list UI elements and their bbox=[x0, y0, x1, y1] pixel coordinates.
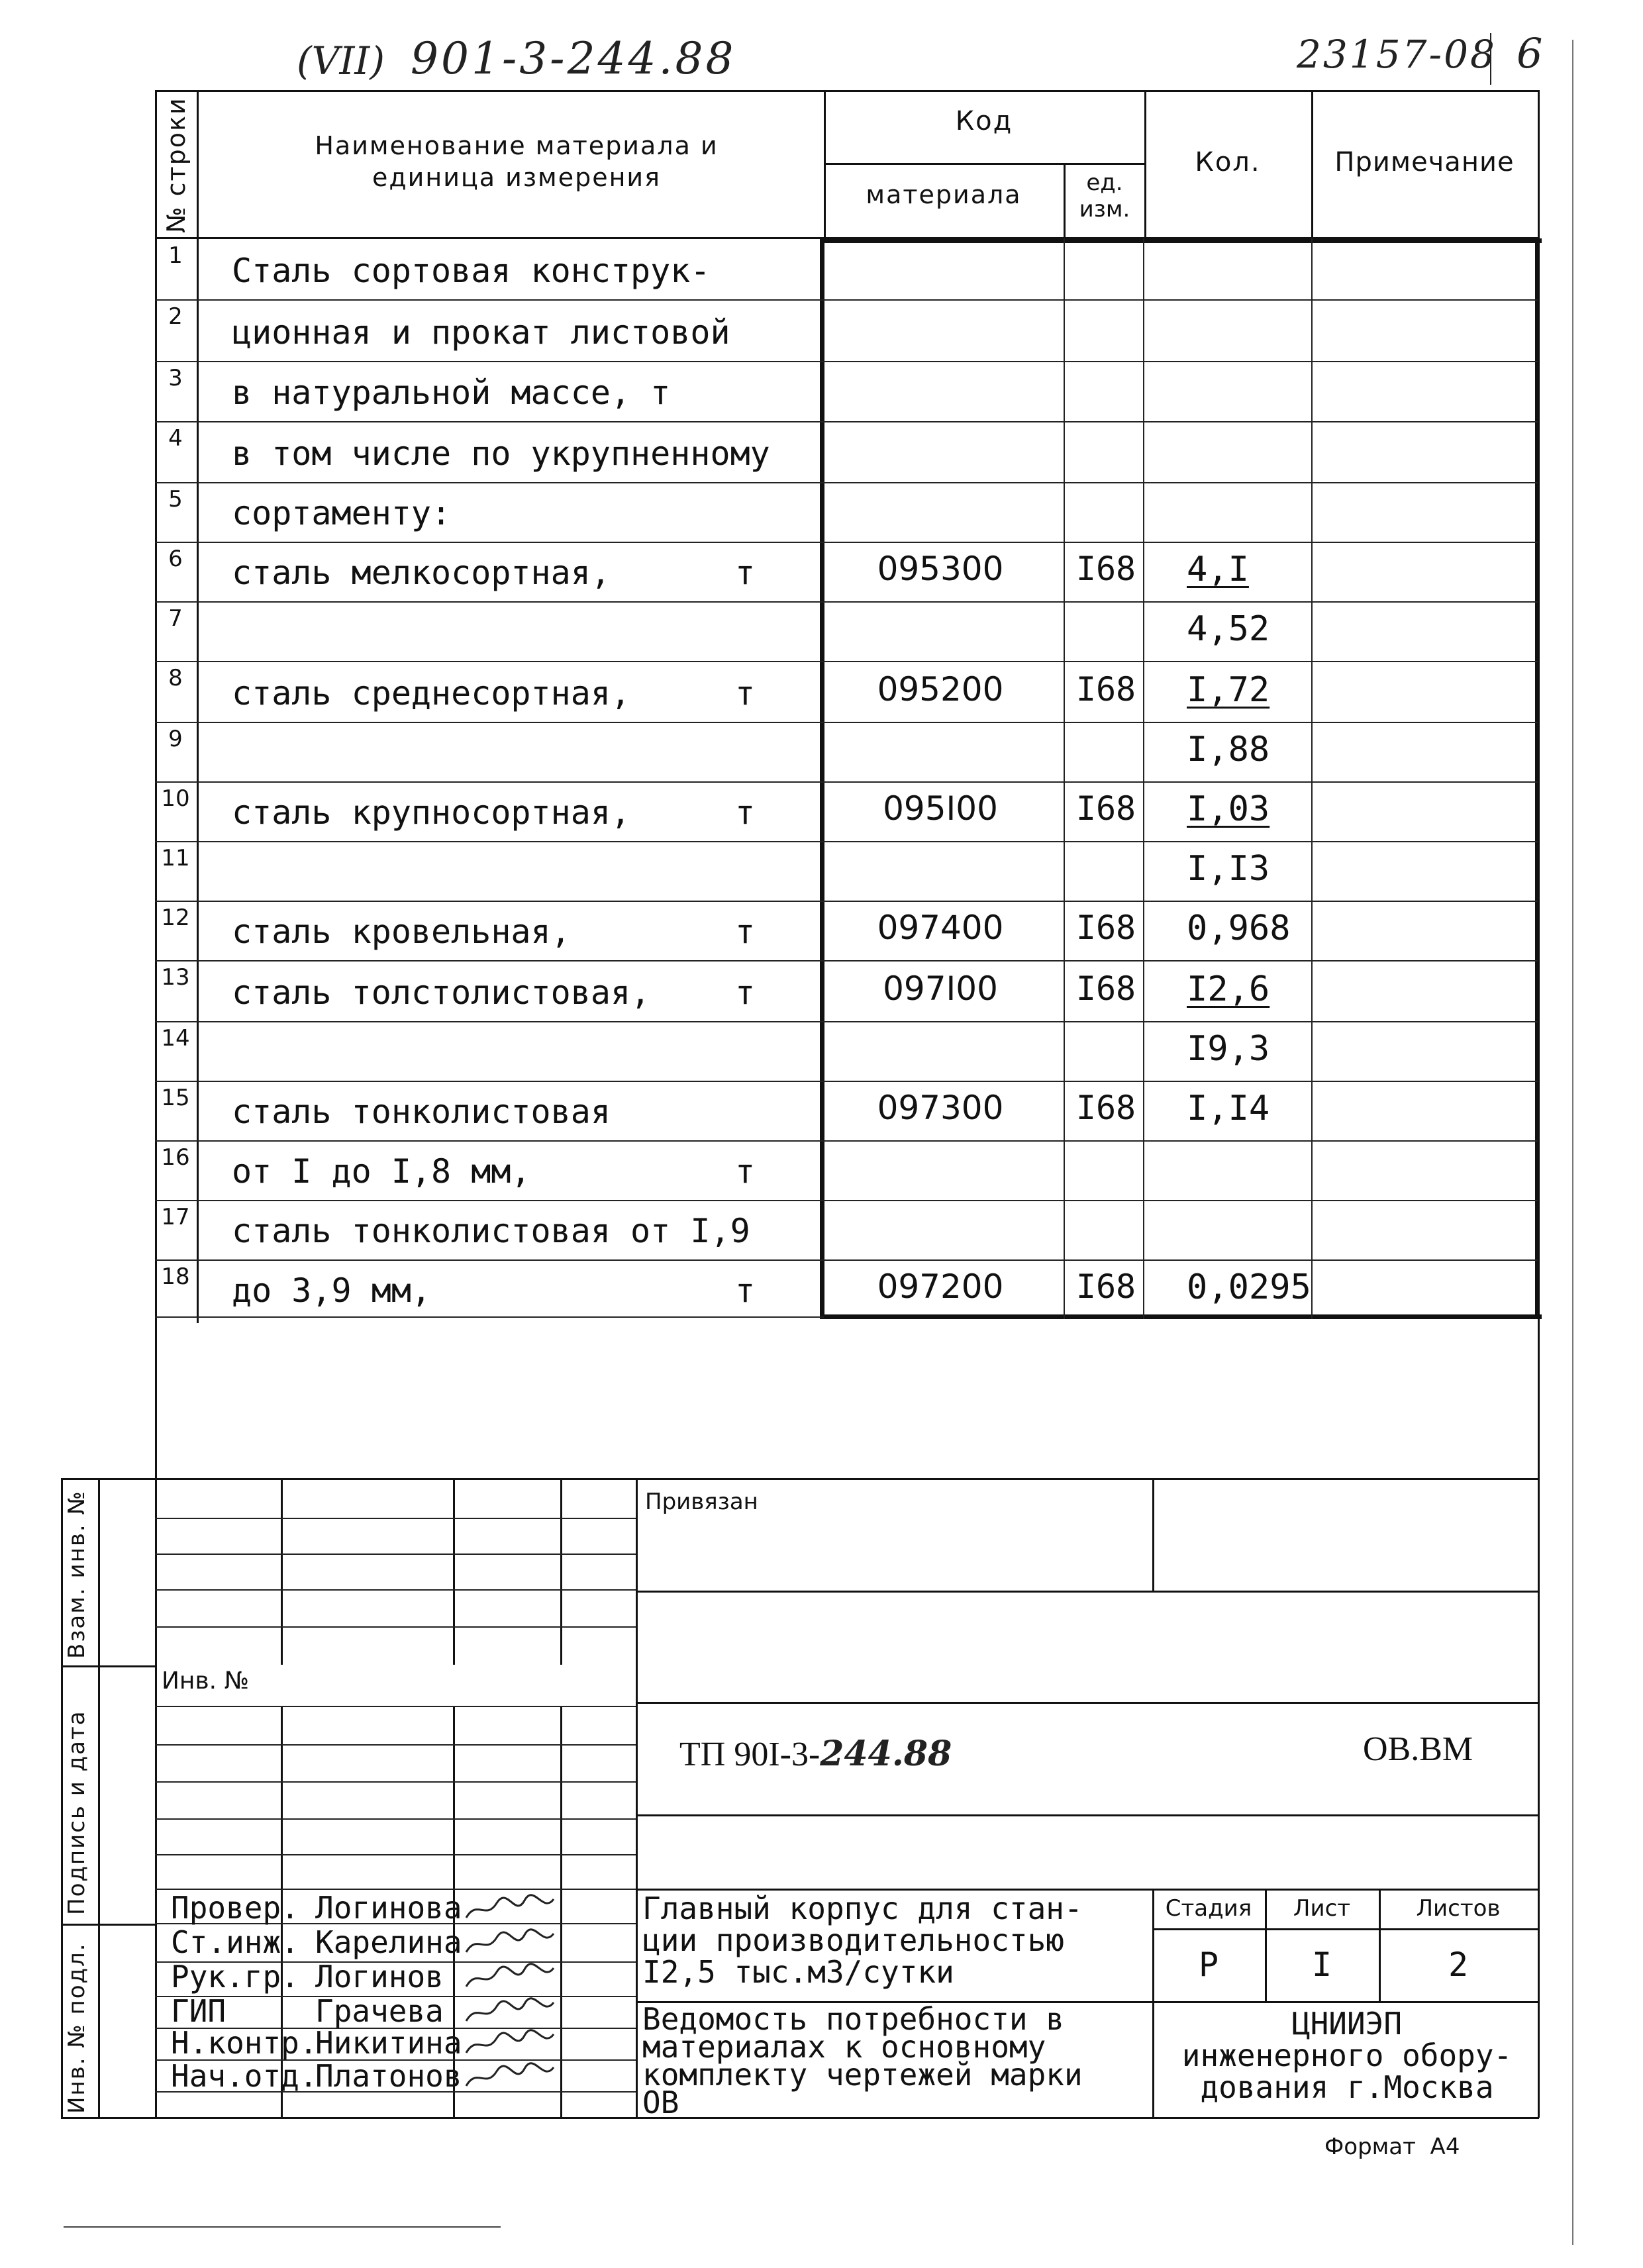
row-number: 8 bbox=[168, 665, 183, 691]
row-number: 1 bbox=[168, 242, 183, 269]
row-unit-code: I68 bbox=[1075, 789, 1136, 828]
row-unit: т bbox=[735, 793, 756, 832]
row-unit: т bbox=[735, 674, 756, 713]
row-unit: т bbox=[735, 554, 756, 592]
row-name: сортаменту: bbox=[232, 494, 452, 532]
stage-value: Р bbox=[1198, 1946, 1219, 1984]
col-material-header: материала bbox=[866, 180, 1022, 209]
row-quantity: 0,0295 bbox=[1187, 1267, 1311, 1307]
row-quantity: 0,968 bbox=[1187, 909, 1291, 948]
row-number: 12 bbox=[161, 905, 190, 931]
row-unit-code: I68 bbox=[1075, 1089, 1136, 1127]
signature-name: Логинов bbox=[315, 1959, 444, 1995]
signature-name: Логинова bbox=[315, 1890, 462, 1926]
row-number: 6 bbox=[168, 546, 183, 572]
row-unit-code: I68 bbox=[1075, 670, 1136, 709]
row-name: сталь среднесортная, bbox=[232, 674, 631, 713]
row-number: 14 bbox=[161, 1025, 190, 1052]
row-number: 15 bbox=[161, 1085, 190, 1111]
row-code: 095I00 bbox=[883, 789, 998, 828]
document-mark: ОВ.ВМ bbox=[1363, 1730, 1473, 1768]
series-prefix: (VII) bbox=[297, 38, 385, 83]
sheet-title: Ведомость потребности в материалах к основному комплекту чертежей марки ОВ bbox=[642, 2001, 1083, 2120]
label-replacement-inv: Взам. инв. № bbox=[64, 1490, 90, 1659]
row-name: от I до I,8 мм, bbox=[232, 1152, 531, 1191]
handwritten-signature bbox=[464, 2062, 556, 2096]
row-number: 7 bbox=[168, 605, 183, 632]
row-number: 18 bbox=[161, 1263, 190, 1290]
row-unit-code: I68 bbox=[1075, 1267, 1136, 1306]
row-number: 3 bbox=[168, 365, 183, 391]
row-quantity: I,88 bbox=[1187, 730, 1270, 769]
paper-format: Формат А4 bbox=[1324, 2134, 1460, 2160]
row-unit: т bbox=[735, 973, 756, 1012]
row-code: 097300 bbox=[877, 1089, 1004, 1127]
row-number: 16 bbox=[161, 1144, 190, 1171]
row-quantity: I,72 bbox=[1187, 670, 1270, 710]
row-code: 095300 bbox=[877, 550, 1004, 588]
signature-role: Н.контр. bbox=[171, 2025, 318, 2061]
row-code: 097400 bbox=[877, 909, 1004, 947]
row-code: 095200 bbox=[877, 670, 1004, 709]
row-name: сталь крупносортная, bbox=[232, 793, 631, 832]
signature-name: Никитина bbox=[315, 2025, 462, 2061]
col-name-header: Наименование материала и единица измерения bbox=[315, 131, 719, 192]
row-name: до 3,9 мм, bbox=[232, 1271, 432, 1310]
handwritten-signature bbox=[464, 1997, 556, 2032]
col-qty-header: Кол. bbox=[1195, 147, 1261, 177]
row-name: сталь толстолистовая, bbox=[232, 973, 651, 1012]
row-name: сталь тонколистовая bbox=[232, 1093, 611, 1131]
row-quantity: 4,52 bbox=[1187, 609, 1270, 649]
inventory-number: 23157-08 bbox=[1297, 32, 1497, 77]
row-name: сталь мелкосортная, bbox=[232, 554, 611, 592]
row-unit-code: I68 bbox=[1075, 969, 1136, 1008]
handwritten-signature bbox=[464, 2029, 556, 2063]
bound-label: Привязан bbox=[645, 1489, 758, 1515]
row-number: 13 bbox=[161, 964, 190, 991]
sheet-label: Лист bbox=[1293, 1895, 1351, 1922]
handwritten-signature bbox=[464, 1963, 556, 1997]
signature-role: Ст.инж. bbox=[171, 1924, 299, 1960]
organization: ЦНИИЭП инженерного обору- дования г.Москва bbox=[1181, 2006, 1513, 2105]
signature-name: Грачева bbox=[315, 1993, 444, 2029]
object-title: Главный корпус для стан- ции производительностью I2,5 тыс.м3/сутки bbox=[642, 1891, 1083, 1990]
col-code-header: Код bbox=[955, 106, 1013, 136]
row-unit: т bbox=[735, 1271, 756, 1310]
row-unit: т bbox=[735, 912, 756, 951]
handwritten-signature bbox=[464, 1894, 556, 1928]
row-unit-code: I68 bbox=[1075, 550, 1136, 588]
row-number: 4 bbox=[168, 425, 183, 452]
row-name: сталь кровельная, bbox=[232, 912, 571, 951]
signature-name: Карелина bbox=[315, 1924, 462, 1960]
row-name: сталь тонколистовая от I,9 bbox=[232, 1212, 750, 1250]
signature-role: Провер. bbox=[171, 1890, 299, 1926]
row-quantity: 4,I bbox=[1187, 550, 1249, 589]
row-number: 9 bbox=[168, 726, 183, 752]
row-name: в натуральной массе, т bbox=[232, 373, 671, 412]
signature-role: ГИП bbox=[171, 1993, 226, 2029]
row-quantity: I9,3 bbox=[1187, 1029, 1270, 1069]
col-note-header: Примечание bbox=[1334, 147, 1515, 177]
sheets-label: Листов bbox=[1416, 1895, 1501, 1922]
col-row-no-header: № строки bbox=[162, 97, 191, 233]
row-name: в том числе по укрупненному bbox=[232, 434, 770, 473]
row-quantity: I,I3 bbox=[1187, 849, 1270, 889]
row-quantity: I,03 bbox=[1187, 789, 1270, 829]
series-number: 901-3-244.88 bbox=[411, 33, 736, 84]
document-code: ТП 90I-3-244.88 bbox=[679, 1734, 952, 1774]
row-number: 5 bbox=[168, 486, 183, 513]
handwritten-signature bbox=[464, 1928, 556, 1963]
row-quantity: I2,6 bbox=[1187, 969, 1270, 1009]
stage-label: Стадия bbox=[1165, 1895, 1252, 1922]
inv-no-label: Инв. № bbox=[162, 1667, 250, 1695]
signature-name: Платонов bbox=[315, 2058, 462, 2094]
signature-role: Нач.отд. bbox=[171, 2058, 318, 2094]
signature-role: Рук.гр. bbox=[171, 1959, 299, 1995]
sheets-value: 2 bbox=[1448, 1946, 1469, 1984]
sheet-value: I bbox=[1311, 1946, 1332, 1984]
row-quantity: I,I4 bbox=[1187, 1089, 1270, 1128]
row-name: Сталь сортовая конструк- bbox=[232, 252, 711, 290]
label-original-inv: Инв. № подл. bbox=[64, 1942, 90, 2114]
label-signature-date: Подпись и дата bbox=[64, 1710, 90, 1915]
row-unit: т bbox=[735, 1152, 756, 1191]
row-unit-code: I68 bbox=[1075, 909, 1136, 947]
row-number: 2 bbox=[168, 303, 183, 330]
page-number: 6 bbox=[1517, 29, 1543, 77]
row-name: ционная и прокат листовой bbox=[232, 313, 730, 352]
row-code: 097200 bbox=[877, 1267, 1004, 1306]
row-number: 10 bbox=[161, 785, 190, 812]
row-code: 097I00 bbox=[883, 969, 998, 1008]
col-unit-header: ед. изм. bbox=[1079, 170, 1130, 222]
row-number: 17 bbox=[161, 1204, 190, 1230]
row-number: 11 bbox=[161, 845, 190, 871]
